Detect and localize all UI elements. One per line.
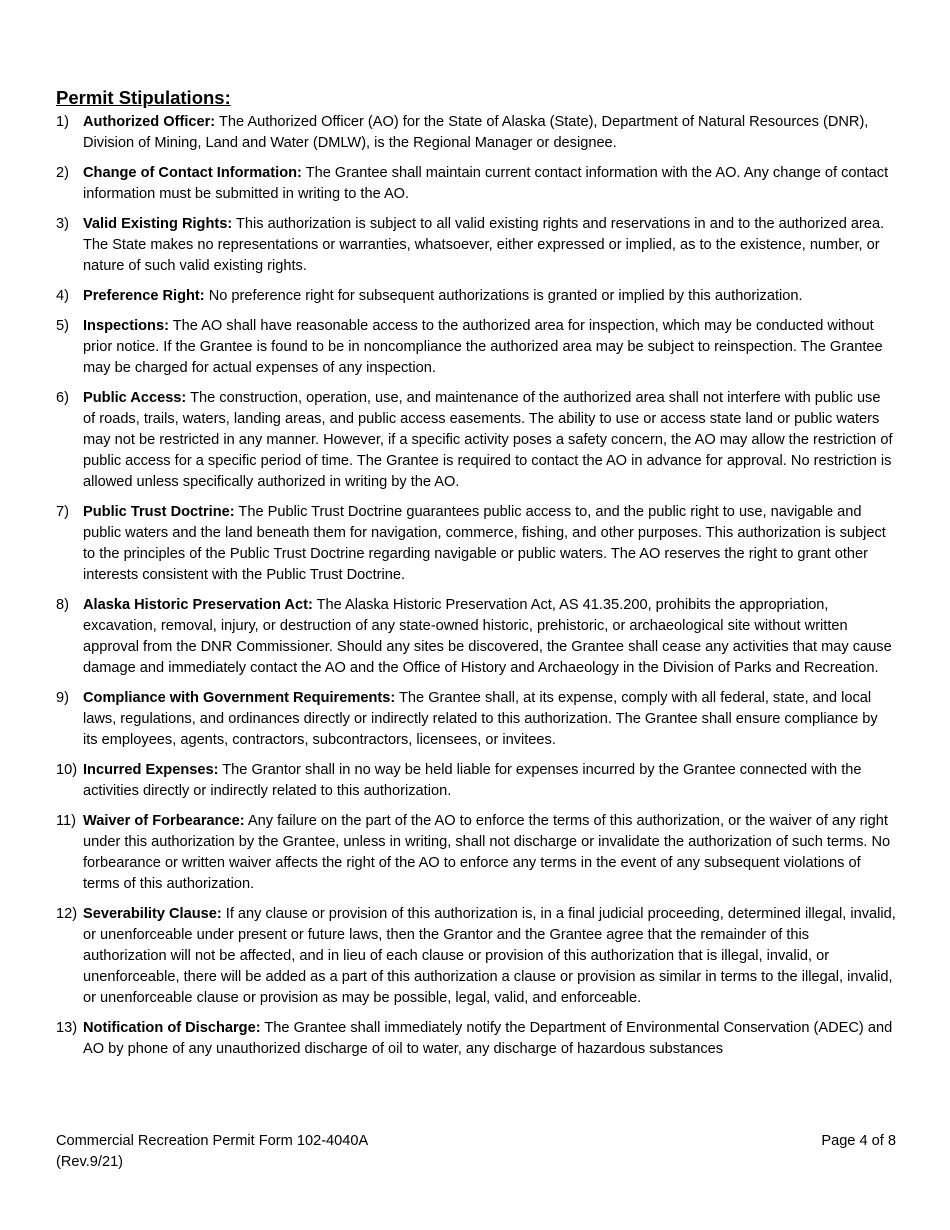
stipulation-item: [56, 1018, 896, 1060]
item-text: Any failure on the part of the AO to enforce the terms of this authorization, or the waiver of any right under this authorization by the Grantee, unless in writing, shall not discharge or invalidate the authorization of such terms. No forbearance or written waiver affects the right of the AO to enforce any terms in the event of any subsequent violations of terms of this authorization.: [83, 813, 891, 892]
item-text: The Grantor shall in no way be held liable for expenses incurred by the Grantee connected with the activities directly or indirectly related to this authorization.: [83, 762, 862, 799]
item-text: The Authorized Officer (AO) for the State of Alaska (State), Department of Natural Resources (DNR), Division of Mining, Land and Water (DMLW), is the Regional Manager or designee.: [83, 114, 869, 151]
item-number: 9): [56, 690, 69, 706]
page-number: Page 4 of 8: [821, 1133, 896, 1149]
stipulation-item: [56, 760, 896, 802]
item-number: 8): [56, 597, 69, 613]
document-page: [56, 86, 896, 1069]
item-term: Valid Existing Rights:: [83, 216, 233, 232]
item-text: The Grantee shall immediately notify the Department of Environmental Conservation (ADEC) and AO by phone of any unauthorized discharge of oil to water, any discharge of hazardous substances: [83, 1020, 893, 1057]
item-number: 11): [56, 813, 77, 829]
item-text: If any clause or provision of this authorization is, in a final judicial proceeding, determined illegal, invalid, or unenforceable under present or future laws, then the Grantor and the Grantee agree that the remainder of this authorization will not be affected, and in lieu of each clause or provision of this authorization that is illegal, invalid, or unenforceable, there will be added as a part of this authorization a clause or provision as similar in terms to the illegal, invalid, or unenforceable clause or provision as may be possible, legal, valid, and enforceable.: [83, 906, 896, 1006]
stipulation-item: [56, 688, 896, 751]
item-text: This authorization is subject to all valid existing rights and reservations in and to the authorized area. The State makes no representations or warranties, whatsoever, either expressed or implied, as to the existence, number, or nature of such valid existing rights.: [83, 216, 885, 274]
item-number: 4): [56, 288, 69, 304]
item-number: 3): [56, 216, 69, 232]
item-number: 5): [56, 318, 69, 334]
stipulation-item: [56, 112, 896, 154]
stipulation-item: [56, 316, 896, 379]
item-term: Change of Contact Information:: [83, 165, 302, 181]
stipulation-item: [56, 286, 896, 307]
item-text: The Grantee shall maintain current contact information with the AO. Any change of contact information must be submitted in writing to the AO.: [83, 165, 889, 202]
item-term: Preference Right:: [83, 288, 205, 304]
item-term: Notification of Discharge:: [83, 1020, 261, 1036]
item-text: The Alaska Historic Preservation Act, AS 41.35.200, prohibits the appropriation, excavation, removal, injury, or destruction of any state-owned historic, prehistoric, or archaeological site without written approval from the DNR Commissioner. Should any sites be discovered, the Grantee shall cease any activities that may cause damage and immediately contact the AO and the Office of History and Archaeology in the Division of Parks and Recreation.: [83, 597, 892, 676]
stipulation-item: [56, 502, 896, 586]
form-revision: (Rev.9/21): [56, 1154, 124, 1170]
item-term: Waiver of Forbearance:: [83, 813, 245, 829]
item-term: Severability Clause:: [83, 906, 222, 922]
item-term: Public Trust Doctrine:: [83, 504, 235, 520]
form-name: Commercial Recreation Permit Form 102-4040A: [56, 1133, 369, 1149]
stipulations-list: [56, 112, 896, 1060]
item-number: 1): [56, 114, 69, 130]
item-number: 13): [56, 1020, 78, 1036]
stipulation-item: [56, 214, 896, 277]
item-term: Incurred Expenses:: [83, 762, 219, 778]
stipulation-item: [56, 811, 896, 895]
item-text: The Grantee shall, at its expense, comply with all federal, state, and local laws, regulations, and ordinances directly or indirectly related to this authorization. The Grantee shall ensure compliance by its employees, agents, contractors, subcontractors, licensees, or invitees.: [83, 690, 878, 748]
item-term: Authorized Officer:: [83, 114, 216, 130]
stipulation-item: [56, 904, 896, 1009]
section-heading: Permit Stipulations:: [56, 87, 231, 108]
item-number: 2): [56, 165, 69, 181]
item-number: 12): [56, 906, 78, 922]
stipulation-item: [56, 163, 896, 205]
item-text: The Public Trust Doctrine guarantees public access to, and the public right to use, navigable and public waters and the land beneath them for navigation, commerce, fishing, and other purposes. This authorization is subject to the principles of the Public Trust Doctrine regarding navigable or public waters. The AO reserves the right to grant other interests consistent with the Public Trust Doctrine.: [83, 504, 886, 583]
stipulation-item: [56, 388, 896, 493]
item-number: 6): [56, 390, 69, 406]
item-term: Inspections:: [83, 318, 169, 334]
item-text: The construction, operation, use, and maintenance of the authorized area shall not interfere with public use of roads, trails, waters, landing areas, and public access easements. The ability to use or access state land or public waters may not be restricted in any manner. However, if a specific activity poses a safety concern, the AO may allow the restriction of public access for a specific period of time. The Grantee is required to contact the AO in advance for approval. No restriction is allowed unless specifically authorized in writing by the AO.: [83, 390, 893, 490]
footer-form-info: [56, 1131, 368, 1173]
item-number: 7): [56, 504, 69, 520]
item-term: Alaska Historic Preservation Act:: [83, 597, 313, 613]
page-footer: [56, 1131, 896, 1173]
item-number: 10): [56, 762, 78, 778]
item-text: The AO shall have reasonable access to the authorized area for inspection, which may be conducted without prior notice. If the Grantee is found to be in noncompliance the authorized area may be subject to reinspection. The Grantee may be charged for actual expenses of any inspection.: [83, 318, 883, 376]
item-term: Public Access:: [83, 390, 187, 406]
stipulation-item: [56, 595, 896, 679]
item-term: Compliance with Government Requirements:: [83, 690, 396, 706]
item-text: No preference right for subsequent authorizations is granted or implied by this authorization.: [204, 288, 803, 304]
